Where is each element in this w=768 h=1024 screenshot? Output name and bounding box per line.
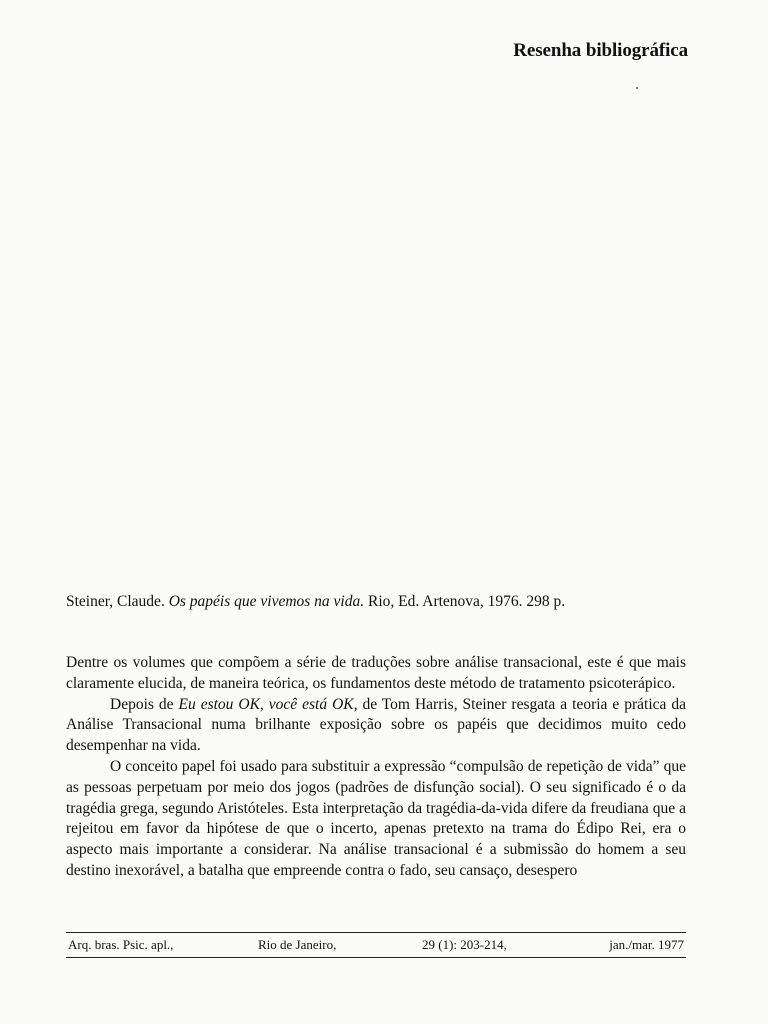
paragraph-1: Dentre os volumes que compõem a série de traduções sobre análise transacional, este é que mais claramente elucida, de maneira teórica, os fundamentos deste método de tratamento psicoterápico. (66, 654, 686, 692)
book-reference (66, 592, 686, 612)
section-title: Resenha bibliográfica (513, 40, 688, 61)
footer-journal: Arq. bras. Psic. apl., (68, 937, 174, 952)
footer-issue: 29 (1): 203-214, (422, 937, 507, 952)
reference-author: Steiner, Claude. (66, 593, 165, 610)
review-body (66, 653, 686, 882)
reference-book-title: Os papéis que vivemos na vida. (168, 593, 365, 610)
reference-publication: Rio, Ed. Artenova, 1976. 298 p. (368, 593, 566, 610)
paragraph-2-cited-title: Eu estou OK, você está OK, (178, 695, 358, 713)
journal-footer (66, 932, 686, 958)
footer-date: jan./mar. 1977 (609, 937, 684, 952)
paragraph-2-prefix: Depois de (110, 695, 174, 713)
paragraph-3: O conceito papel foi usado para substituir a expressão “compulsão de repetição de vida” que as pessoas perpetuam por meio dos jogos (padrões de disfunção social). O seu significado é o da tragédia grega, segundo Aristóteles. Esta interpretação da tragédia-da-vida difere da freudiana que a rejeitou em favor da hipótese de que o incerto, apenas pretexto na trama do Édipo Rei, era o aspecto mais importante a considerar. Na análise transacional é a submissão do homem a seu destino inexorável, a batalha que empreende contra o fado, seu cansaço, desespero (66, 757, 686, 879)
paragraph-2-rest: de Tom Harris, Steiner resgata a teoria e prática da Análise Transacional numa brilhante exposição sobre os papéis que decidimos muito cedo desempenhar na vida. (66, 695, 687, 755)
paragraph-2 (66, 695, 686, 757)
footer-city: Rio de Janeiro, (258, 937, 337, 952)
scan-speck (636, 87, 638, 89)
